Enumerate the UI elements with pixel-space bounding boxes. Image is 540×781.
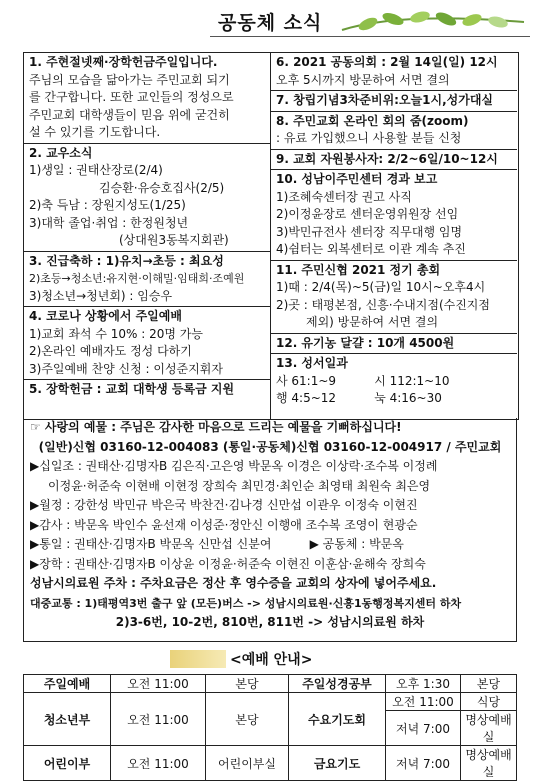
offering-list-line: ▶장학 : 권태산·김명자B 이상윤 이정윤·허준숙 이현진 이훈삼·윤해숙 장희숙 — [30, 556, 426, 571]
table-cell: 식당 — [461, 693, 517, 711]
news-line: 주님의 모습을 닮아가는 주민교회 되기 — [29, 72, 230, 87]
table-cell: 오전 11:00 — [111, 746, 206, 781]
news-item-12 — [271, 334, 517, 355]
table-cell: 본당 — [206, 693, 289, 746]
table-row — [24, 746, 517, 781]
news-line: 제외) 방문하여 서면 결의 — [306, 315, 439, 329]
right-column — [271, 53, 517, 419]
highlight-bar — [170, 650, 226, 668]
offering-list-line: ▶십일조 : 권태산·김명자B 김은직·고은영 박문옥 이경은 이상락·조수복 이정례 — [30, 459, 438, 473]
news-heading: 11. 주민신협 2021 정기 총회 — [276, 262, 441, 277]
transit-notice: 대중교통 : 1)태평역3번 출구 앞 (모든)버스 -> 성남시의료원·신흥1동행정복지센터 하차 — [30, 596, 462, 610]
news-heading: 3. 진급축하 : 1)유치→초등 : 최요성 — [29, 253, 224, 268]
header — [0, 0, 540, 44]
table-cell: 수요기도회 — [289, 693, 386, 746]
news-item-6 — [271, 53, 517, 91]
offering-list-line: ▶감사 : 박문옥 박인수 윤선재 이성준·정안신 이행애 조수복 조영이 현광순 — [30, 517, 418, 532]
table-cell: 오전 11:00 — [111, 675, 206, 693]
news-line: 설 수 있기를 기도합니다. — [29, 125, 161, 139]
news-line: : 유료 가입했으니 사용할 분들 신청 — [276, 131, 462, 145]
table-cell: 본당 — [206, 675, 289, 693]
news-line: (상대원3동복지회관) — [119, 233, 229, 247]
worship-table — [23, 674, 517, 781]
table-cell: 주일성경공부 — [289, 675, 386, 693]
news-item-2 — [24, 144, 270, 252]
news-item-5 — [24, 380, 270, 400]
news-line: 김승환·유승호집사(2/5) — [99, 180, 225, 195]
table-cell: 명상예배실 — [461, 746, 517, 781]
table-cell: 오전 11:00 — [111, 693, 206, 746]
table-cell: 본당 — [461, 675, 517, 693]
news-item-10 — [271, 170, 517, 261]
news-item-3 — [24, 252, 270, 308]
news-item-8 — [271, 112, 517, 150]
table-cell: 주일예배 — [24, 675, 111, 693]
news-heading: 2. 교우소식 — [29, 145, 93, 160]
news-item-7 — [271, 91, 517, 112]
table-cell: 명상예배실 — [461, 711, 517, 746]
news-line: 2)축 득남 : 장원지성도(1/25) — [29, 198, 186, 212]
left-column — [24, 53, 271, 419]
news-line: 1)교회 좌석 수 10% : 20명 가능 — [29, 326, 203, 341]
worship-title: <예배 안내> — [230, 652, 313, 668]
news-line: 를 간구합니다. 또한 교인들의 정성으로 — [29, 90, 234, 104]
news-line: 2)온라인 예배자도 정성 다하기 — [29, 344, 192, 358]
news-item-11 — [271, 261, 517, 334]
table-cell: 어린이부 — [24, 746, 111, 781]
news-line: 2)초등→청소년:유지현·이해밀·임태희·조예원 — [29, 272, 245, 285]
news-box — [23, 52, 519, 420]
offering-list-line: ▶통일 : 권태산·김명자B 박문옥 신만섭 신분여 ▶ 공동체 : 박문옥 — [30, 537, 404, 551]
table-row — [24, 675, 517, 693]
offering-list-line: ▶월정 : 강한성 박민규 박은국 박찬건·김나경 신만섭 이관우 이정숙 이현진 — [30, 498, 418, 512]
news-line: 사 61:1~9 시 112:1~10 — [276, 373, 450, 388]
table-cell: 어린이부실 — [206, 746, 289, 781]
news-line: 1)때 : 2/4(목)~5(금)일 10시~오후4시 — [276, 280, 486, 294]
news-item-4 — [24, 307, 270, 380]
news-heading: 10. 성남이주민센터 경과 보고 — [276, 172, 438, 186]
news-line: 4)쉼터는 외복센터로 이관 계속 추진 — [276, 242, 466, 256]
table-cell: 청소년부 — [24, 693, 111, 746]
news-heading: 4. 코로나 상황에서 주일예배 — [29, 309, 182, 323]
leaf-decoration-icon — [338, 8, 528, 38]
news-line: 3)박민규전사 센터장 직무대행 임명 — [276, 224, 463, 239]
news-heading: 6. 2021 공동의회 : 2월 14일(일) 12시 — [276, 55, 498, 69]
table-cell: 금요기도 — [289, 746, 386, 781]
news-heading: 8. 주민교회 온라인 회의 줌(zoom) — [276, 113, 469, 128]
news-heading: 1. 주현절넷째·장학헌금주일입니다. — [29, 55, 218, 69]
offering-list-line: 이정윤·허준숙 이현배 이현정 장희숙 최민경·최인순 최영태 최원숙 최은영 — [48, 478, 431, 493]
table-cell: 오후 1:30 — [386, 675, 461, 693]
table-cell: 오전 11:00 — [386, 693, 461, 711]
news-line: 오후 5시까지 방문하여 서면 결의 — [276, 72, 450, 87]
page-title: 공동체 소식 — [218, 12, 323, 34]
table-cell: 저녁 7:00 — [386, 711, 461, 746]
news-item-1 — [24, 53, 270, 144]
table-row — [24, 693, 517, 711]
news-line: 1)조혜숙센터장 권고 사직 — [276, 189, 412, 204]
news-line: 3)대학 졸업·취업 : 한정원청년 — [29, 215, 189, 230]
news-heading: 12. 유기농 달걀 : 10개 4500원 — [276, 335, 455, 350]
table-cell: 저녁 7:00 — [386, 746, 461, 781]
news-line: 행 4:5~12 눅 4:16~30 — [276, 391, 442, 405]
news-line: 3)주일예배 찬양 신청 : 이성준지휘자 — [29, 361, 223, 376]
news-heading: 7. 창립기념3차준비위:오늘1시,성가대실 — [276, 93, 494, 107]
bank-accounts: (일반)신협 03160-12-004083 (통일·공동체)신협 03160-12-004917 / 주민교회 — [38, 439, 502, 454]
offering-section — [23, 418, 517, 642]
transit-notice-2: 2)3-6번, 10-2번, 810번, 811번 -> 성남시의료원 하차 — [115, 615, 425, 629]
news-item-9 — [271, 150, 517, 171]
news-heading: 5. 장학헌금 : 교회 대학생 등록금 지원 — [29, 382, 235, 396]
worship-header — [170, 647, 370, 673]
news-heading: 13. 성서일과 — [276, 356, 348, 370]
offering-notice: ☞ 사랑의 예물 : 주님은 감사한 마음으로 드리는 예물을 기뻐하십니다! — [30, 420, 402, 434]
news-line: 2)이정윤장로 센터운영위원장 선임 — [276, 207, 459, 221]
parking-notice: 성남시의료원 주차 : 주차요금은 정산 후 영수증을 교회의 상자에 넣어주세요. — [30, 576, 437, 590]
news-heading: 9. 교회 자원봉사자: 2/2~6일/10~12시 — [276, 151, 498, 166]
news-line: 2)곳 : 태평본점, 신흥·수내지점(수진지점 — [276, 297, 490, 312]
news-item-13 — [271, 354, 517, 409]
news-line: 주민교회 대학생들이 믿음 위에 굳건히 — [29, 107, 230, 122]
news-line: 3)청소년→청년회) : 임승우 — [29, 288, 173, 303]
news-line: 1)생일 : 권태산장로(2/4) — [29, 163, 163, 177]
